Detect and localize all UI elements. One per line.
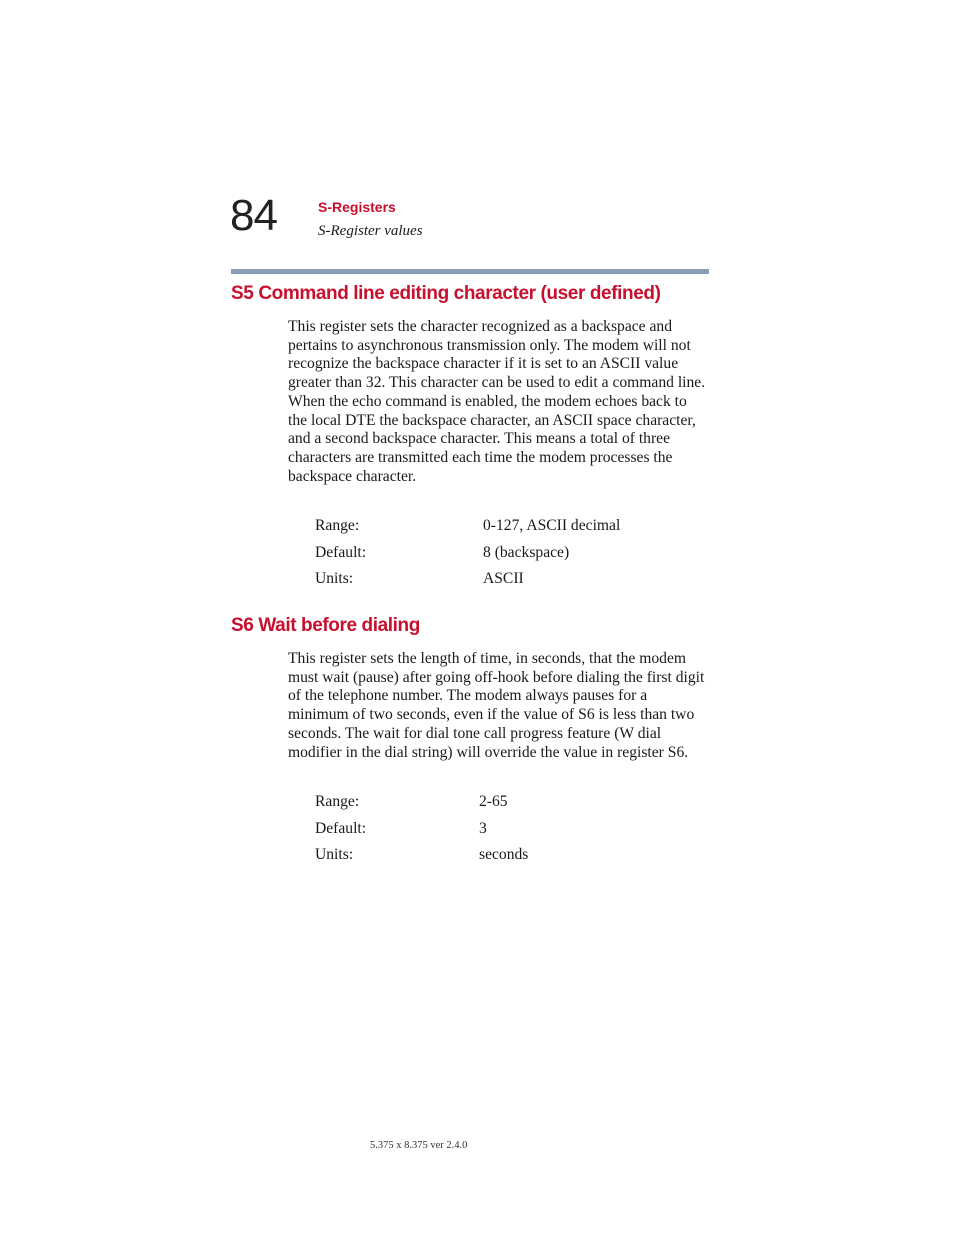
section-body-s5: This register sets the character recognized as a backspace and pertains to asynchronous transmission only. The modem will not recognize the backspace character if it is set to an ASCII value greater than 32. This character can be used to edit a command line. When the echo command is enabled, the modem echoes back to the local DTE the backspace character, an ASCII space character, and a second backspace character. This means a total of three characters are transmitted each time the modem processes the backspace character. bbox=[288, 318, 706, 485]
row-value: 3 bbox=[479, 819, 487, 837]
section-heading-s5: S5 Command line editing character (user defined) bbox=[231, 283, 661, 304]
row-label: Default: bbox=[315, 543, 367, 561]
footer-version: 5.375 x 8.375 ver 2.4.0 bbox=[370, 1140, 468, 1151]
row-label: Range: bbox=[315, 793, 360, 810]
row-value: 2-65 bbox=[479, 793, 508, 810]
section-body-s6: This register sets the length of time, in seconds, that the modem must wait (pause) after going off-hook before dialing the first digit of the telephone number. The modem always pauses for a minimum of two seconds, even if the value of S6 is less than two seconds. The wait for dial tone call progress feature (W dial modifier in the dial string) will override the value in register S6. bbox=[288, 650, 705, 761]
row-value: 8 (backspace) bbox=[483, 543, 570, 561]
row-label: Range: bbox=[315, 517, 360, 534]
page-number: 84 bbox=[230, 191, 277, 240]
row-value: 0-127, ASCII decimal bbox=[483, 517, 621, 534]
row-label: Units: bbox=[315, 846, 354, 863]
row-value: seconds bbox=[479, 846, 529, 863]
header-rule bbox=[231, 269, 709, 274]
section-heading-s6: S6 Wait before dialing bbox=[231, 615, 420, 636]
row-label: Default: bbox=[315, 819, 367, 837]
row-value: ASCII bbox=[483, 570, 524, 587]
row-label: Units: bbox=[315, 570, 354, 587]
running-head-subsection: S-Register values bbox=[318, 223, 423, 239]
running-head-section: S-Registers bbox=[318, 199, 396, 215]
